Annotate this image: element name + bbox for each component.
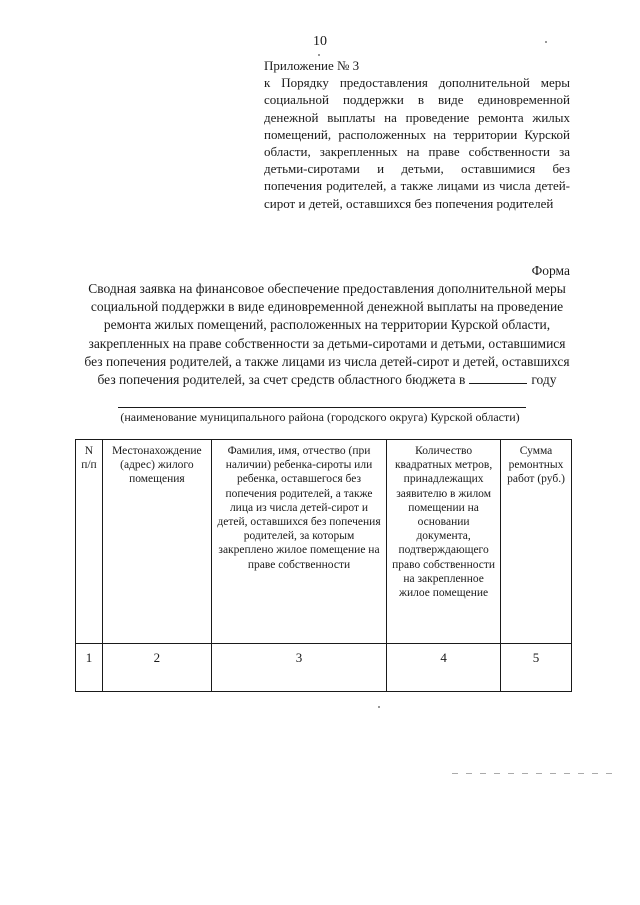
application-table <box>75 439 572 692</box>
table-header-row <box>76 440 572 644</box>
document-title <box>82 280 572 389</box>
appendix-body: к Порядку предоставления дополнительной меры социальной поддержки в виде единовременной денежной выплаты на проведение ремонта жилых помещений, расположенных на территории Курской области, закрепленных на праве собственности за детьми-сиротами и детьми, оставшимися без попечения родителей, а также лицами из числа детей-сирот и детей, оставшихся без попечения родителей <box>264 75 570 211</box>
cell-col-3: 3 <box>211 644 386 692</box>
header-full-name: Фамилия, имя, отчество (при наличии) ребенка-сироты или ребенка, оставшегося без попечения родителей, а также лица из числа детей-сирот и детей, оставшихся без попечения родителей, за которым закреплено жилое помещение на праве собственности <box>211 440 386 644</box>
form-label: Форма <box>531 263 570 278</box>
document-title-text: Сводная заявка на финансовое обеспечение предоставления дополнительной меры социальной поддержки в виде единовременной денежной выплаты на проведение ремонта жилых помещений, расположенных на территории Курской области, закрепленных на праве собственности за детьми-сиротами и детьми, оставшимися без попечения родителей, а также лицами из числа детей-сирот и детей, оставшихся без попечения родителей, за счет средств областного бюджета в <box>84 281 570 388</box>
header-number: N п/п <box>76 440 103 644</box>
page-number: 10 <box>313 34 327 49</box>
cell-col-2: 2 <box>102 644 211 692</box>
scan-artifact-dashes <box>452 773 612 774</box>
district-blank-line <box>118 407 526 408</box>
scan-speck <box>378 706 380 708</box>
appendix-title: Приложение № 3 <box>264 58 360 73</box>
scan-speck <box>545 41 547 43</box>
header-location: Местонахождение (адрес) жилого помещения <box>102 440 211 644</box>
cell-col-1: 1 <box>76 644 103 692</box>
cell-col-5: 5 <box>501 644 572 692</box>
year-blank-line <box>469 373 527 384</box>
district-caption: (наименование муниципального района (городского округа) Курской области) <box>120 410 520 424</box>
table-row <box>76 644 572 692</box>
document-title-suffix: году <box>531 372 557 388</box>
header-square-meters: Количество квадратных метров, принадлежащих заявителю в жилом помещении на основании документа, подтверждающего право собственности на закрепленное жилое помещение <box>387 440 501 644</box>
cell-col-4: 4 <box>387 644 501 692</box>
appendix-block <box>264 57 570 212</box>
scan-speck <box>318 54 320 56</box>
header-repair-sum: Сумма ремонтных работ (руб.) <box>501 440 572 644</box>
